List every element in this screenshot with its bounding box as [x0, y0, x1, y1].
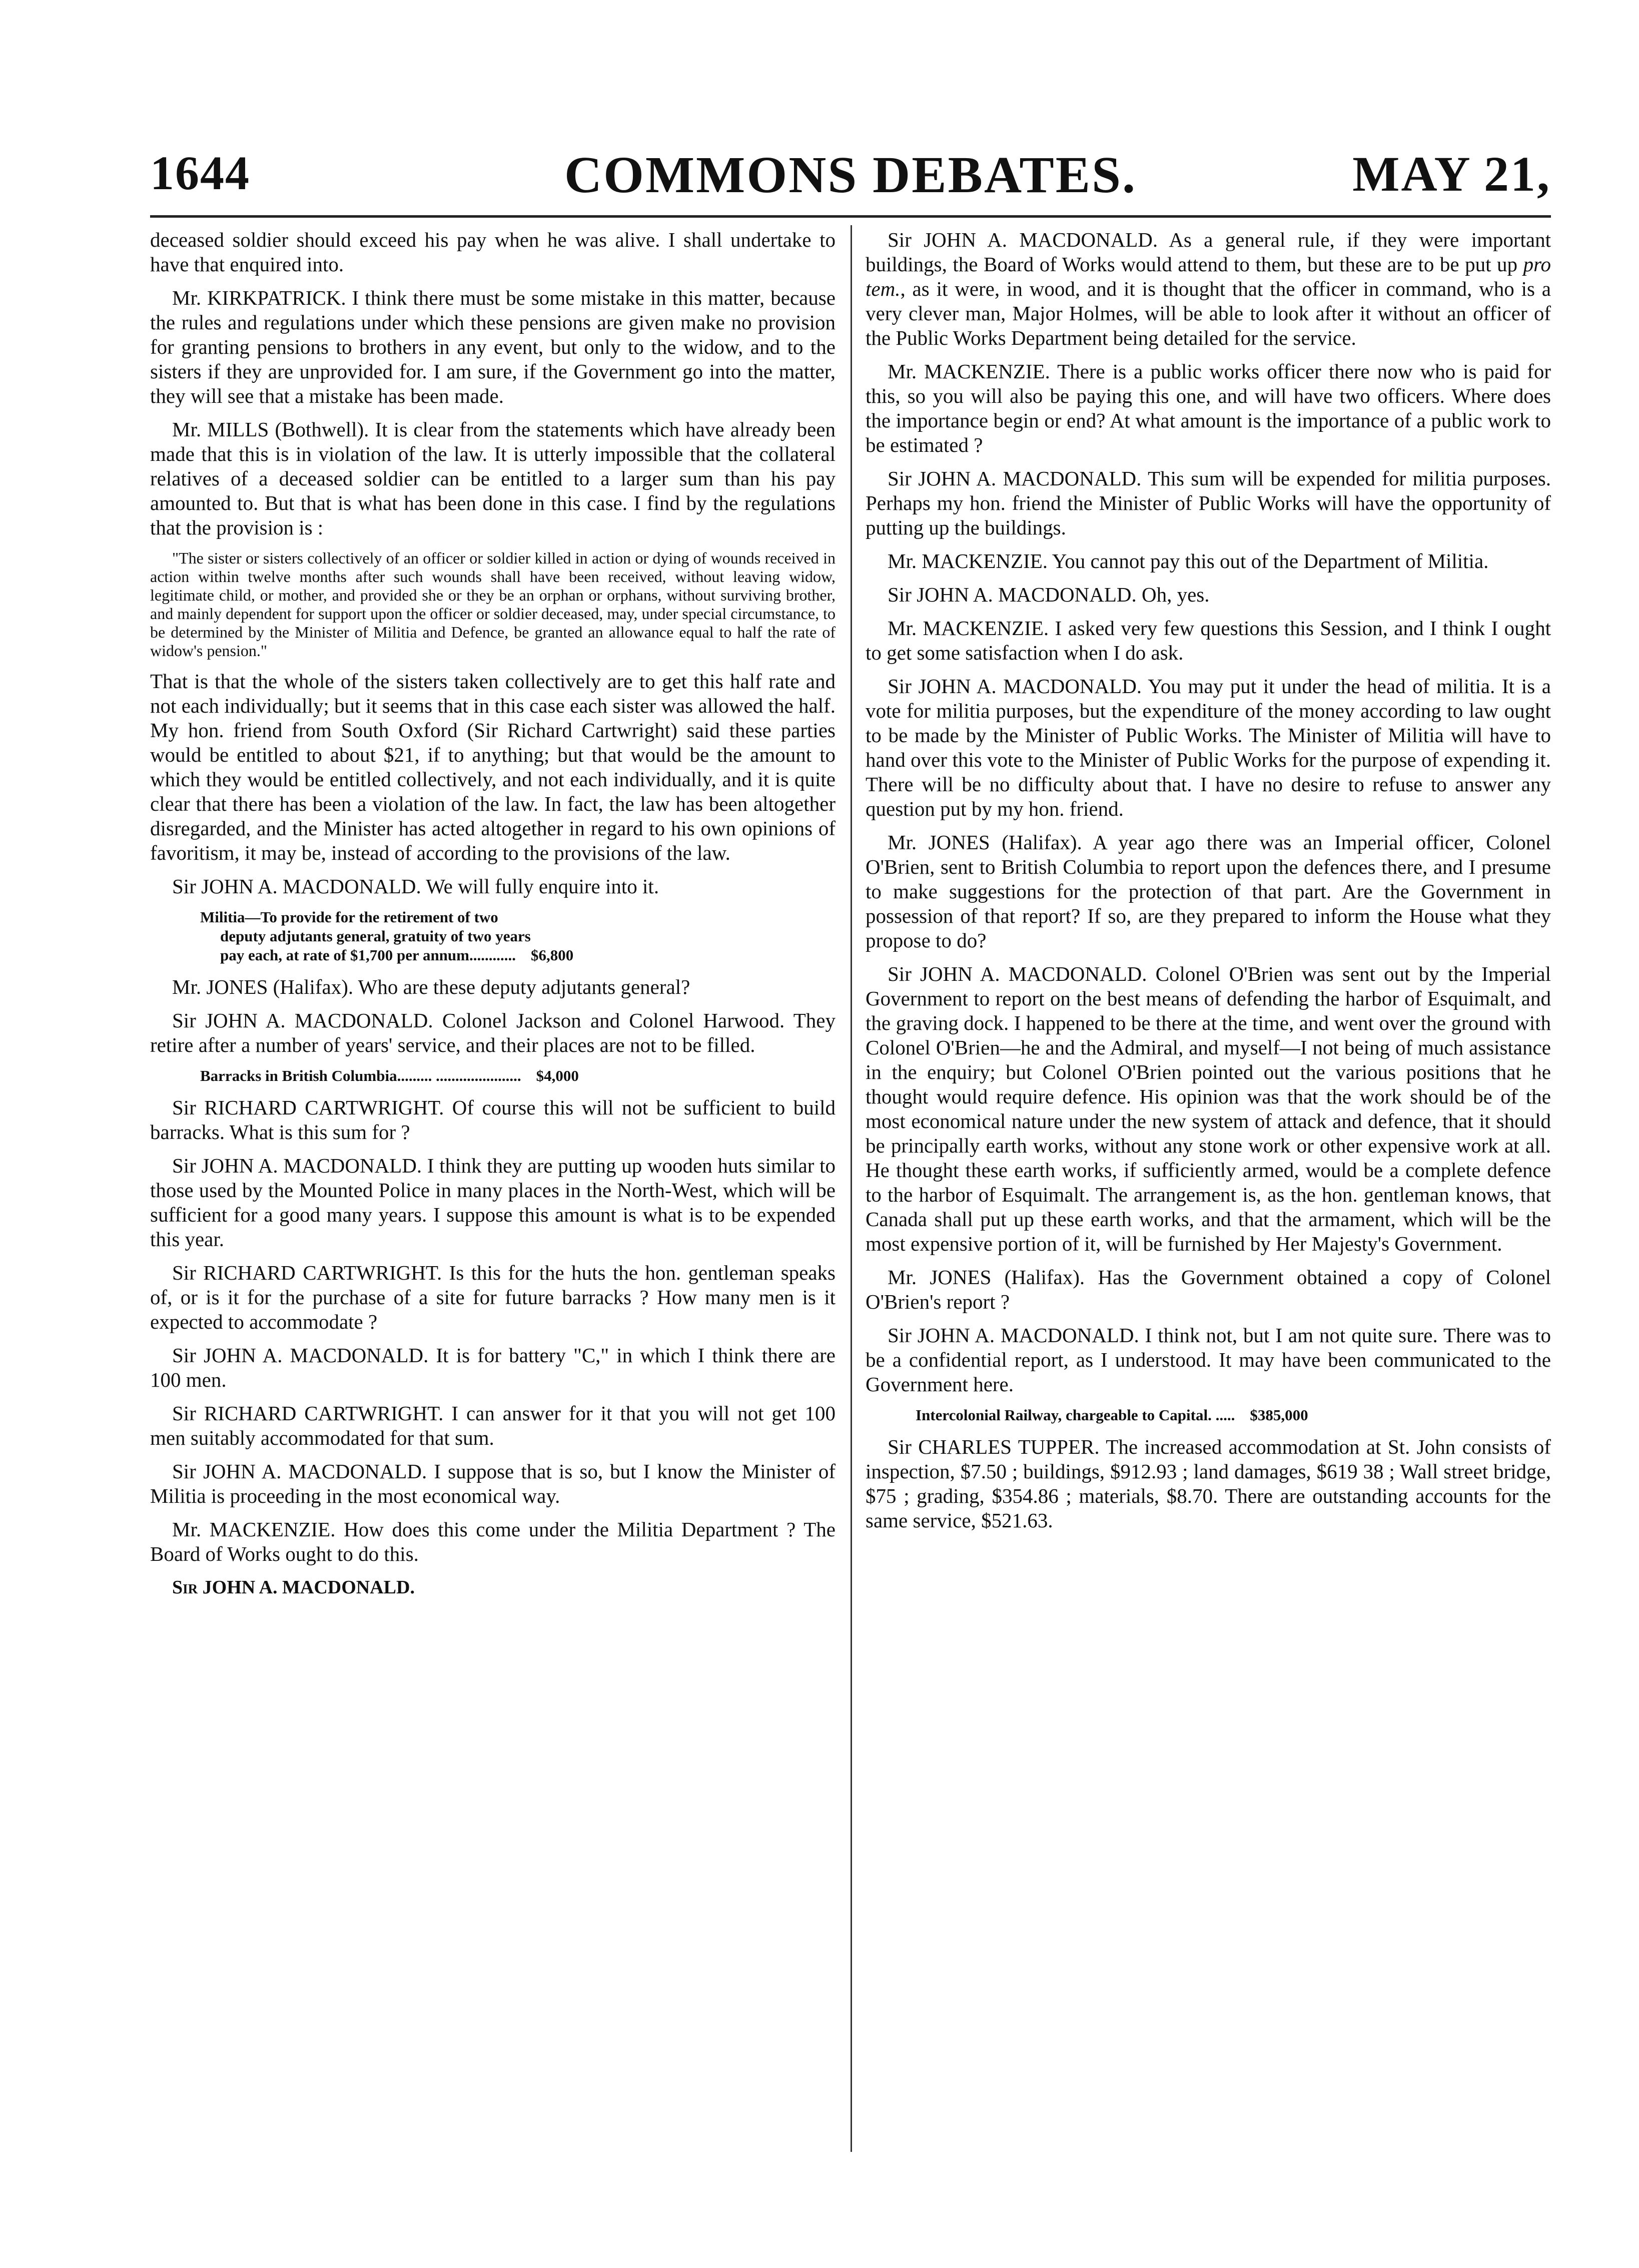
vote-amount: $4,000 — [536, 1067, 579, 1084]
paragraph: Mr. JONES (Halifax). A year ago there was an Imperial officer, Colonel O'Brien, sent to British Columbia to report upon the defences there, and I presume to make suggestions for the protection of that part. Are the Government in possession of that report? If so, are they prepared to inform the House what they propose to do? — [866, 831, 1551, 952]
publication-title: COMMONS DEBATES. — [564, 146, 1137, 204]
vote-text — [200, 946, 836, 965]
vote-text: Intercolonial Railway, chargeable to Capital. ..... — [916, 1406, 1235, 1424]
paragraph: Sir JOHN A. MACDONALD. I suppose that is so, but I know the Minister of Militia is proceeding in the most economical way. — [150, 1460, 836, 1507]
paragraph: Sir JOHN A. MACDONALD. It is for battery "C," in which I think there are 100 men. — [150, 1344, 836, 1391]
vote-amount: $385,000 — [1250, 1406, 1308, 1424]
paragraph: Mr. MACKENZIE. How does this come under the Militia Department ? The Board of Works ought to do this. — [150, 1518, 836, 1565]
paragraph-text: Sir JOHN A. MACDONALD. As a general rule, if they were important buildings, the Board of Works would attend to them, but these are to be put up — [866, 228, 1551, 276]
paragraph: Sir RICHARD CARTWRIGHT. I can answer for it that you will not get 100 men suitably accommodated for that sum. — [150, 1402, 836, 1449]
paragraph: Sir JOHN A. MACDONALD. Oh, yes. — [888, 583, 1210, 606]
header-date: MAY 21, — [1352, 146, 1551, 202]
vote-text-line: pay each, at rate of $1,700 per annum............ — [220, 946, 516, 964]
left-column — [150, 228, 836, 1609]
vote-item — [916, 1406, 1551, 1425]
paragraph: Sir CHARLES TUPPER. The increased accommodation at St. John consists of inspection, $7.50 ; buildings, $912.93 ; land damages, $619 38 ; Wall street bridge, $75 ; grading, $354.86 ; materials, $8.70. There are outstanding accounts for the same service, $521.63. — [866, 1435, 1551, 1532]
paragraph: Sir RICHARD CARTWRIGHT. Is this for the huts the hon. gentleman speaks of, or is it for the purchase of a site for future barracks ? How many men is it expected to accommodate ? — [150, 1261, 836, 1333]
paragraph: Mr. MACKENZIE. There is a public works officer there now who is paid for this, so you will also be paying this one, and will have two officers. Where does the importance begin or end? At what amount is the importance of a public work to be estimated ? — [866, 360, 1551, 456]
paragraph: Mr. JONES (Halifax). Has the Government obtained a copy of Colonel O'Brien's report ? — [866, 1266, 1551, 1313]
paragraph: deceased soldier should exceed his pay when he was alive. I shall undertake to have that enquired into. — [150, 228, 836, 276]
paragraph: Mr. MACKENZIE. I asked very few questions this Session, and I think I ought to get some satisfaction when I do ask. — [866, 617, 1551, 664]
page-number: 1644 — [150, 146, 250, 200]
header-rule — [150, 215, 1551, 218]
paragraph-text: , as it were, in wood, and it is thought that the officer in command, who is a very clever man, Major Holmes, will be able to look after it without an officer of the Public Works Department being detailed for the service. — [866, 277, 1551, 349]
paragraph: Sir JOHN A. MACDONALD. Colonel Jackson and Colonel Harwood. They retire after a number of years' service, and their places are not to be filled. — [150, 1009, 836, 1056]
paragraph: Sir JOHN A. MACDONALD. This sum will be expended for militia purposes. Perhaps my hon. friend the Minister of Public Works will have the opportunity of putting up the buildings. — [866, 467, 1551, 539]
paragraph: Mr. MACKENZIE. You cannot pay this out of the Department of Militia. — [888, 549, 1489, 573]
paragraph: Mr. MILLS (Bothwell). It is clear from the statements which have already been made that this is in violation of the law. It is utterly impossible that the collateral relatives of a deceased soldier can be entitled to a larger sum than his pay amounted to. But that is what has been done in this case. I find by the regulations that the provision is : — [150, 418, 836, 539]
speaker-continuation: Sir JOHN A. MACDONALD. — [172, 1577, 415, 1598]
regulation-quote: "The sister or sisters collectively of an officer or soldier killed in action or dying of wounds received in action within twelve months after such wounds shall have been received, without leaving widow, legitimate child, or mother, and provided she or they be an orphan or orphans, without surviving brother, and mainly dependent for support upon the officer or soldier deceased, may, under special circumstance, to be determined by the Minister of Militia and Defence, be granted an allowance equal to half the rate of widow's pension." — [150, 549, 836, 660]
paragraph: Sir RICHARD CARTWRIGHT. Of course this will not be sufficient to build barracks. What is this sum for ? — [150, 1096, 836, 1144]
paragraph: That is that the whole of the sisters taken collectively are to get this half rate and not each individually; but it seems that in this case each sister was allowed the half. My hon. friend from South Oxford (Sir Richard Cartwright) said these parties would be entitled to about $21, if to anything; but that would be the amount to which they would be entitled collectively, and not each individually, and it is quite clear that there has been a violation of the law. In fact, the law has been altogether disregarded, and the Minister has acted altogether in regard to his own opinions of favoritism, it may be, instead of according to the provisions of the law. — [150, 670, 836, 864]
right-column — [866, 228, 1551, 1542]
paragraph: Sir JOHN A. MACDONALD. I think they are putting up wooden huts similar to those used by the Mounted Police in many places in the North-West, which will be sufficient for a good many years. I suppose this amount is what is to be expended this year. — [150, 1154, 836, 1251]
paragraph: Sir JOHN A. MACDONALD. We will fully enquire into it. — [172, 875, 659, 898]
paragraph — [866, 228, 1551, 350]
paragraph: Sir JOHN A. MACDONALD. I think not, but I am not quite sure. There was to be a confidential report, as I understood. It may have been communicated to the Government here. — [866, 1324, 1551, 1396]
latin-phrase: pro tem. — [866, 253, 1551, 300]
vote-text: Militia—To provide for the retirement of two — [200, 908, 498, 926]
paragraph: Mr. KIRKPATRICK. I think there must be some mistake in this matter, because the rules and regulations under which these pensions are given make no provision for granting pensions to brothers in any event, but only to the widow, and to the sisters if they are unprovided for. I am sure, if the Government go into the matter, they will see that a mistake has been made. — [150, 286, 836, 407]
vote-item — [200, 908, 836, 965]
paragraph: Sir JOHN A. MACDONALD. You may put it under the head of militia. It is a vote for militia purposes, but the expenditure of the money according to law ought to be made by the Minister of Public Works. The Minister of Militia will have to hand over this vote to the Minister of Public Works for the purpose of expending it. There will be no difficulty about that. I have no desire to refuse to answer any question put by my hon. friend. — [866, 675, 1551, 820]
vote-text: Barracks in British Columbia......... ...................... — [200, 1067, 521, 1084]
paragraph: Mr. JONES (Halifax). Who are these deputy adjutants general? — [172, 975, 690, 998]
vote-amount: $6,800 — [530, 946, 574, 964]
column-divider — [851, 225, 852, 2152]
page-header — [150, 145, 1551, 220]
paragraph: Sir JOHN A. MACDONALD. Colonel O'Brien was sent out by the Imperial Government to report on the best means of defending the harbor of Esquimalt, and the graving dock. I happened to be there at the time, and went over the ground with Colonel O'Brien—he and the Admiral, and myself—I not being of much assistance in the enquiry; but Colonel O'Brien pointed out the various positions that he thought would require defence. His opinion was that the work should be of the most economical nature under the new system of attack and defence, that it should be principally earth works, without any stone work or other expensive work at all. He thought these earth works, if sufficiently armed, would be a complete defence to the harbor of Esquimalt. The arrangement is, as the hon. gentleman knows, that Canada shall put up these earth works, and that the armament, which will be the most expensive portion of it, will be furnished by Her Majesty's Government. — [866, 962, 1551, 1255]
vote-text: deputy adjutants general, gratuity of two years — [220, 927, 531, 945]
vote-item — [200, 1066, 836, 1085]
